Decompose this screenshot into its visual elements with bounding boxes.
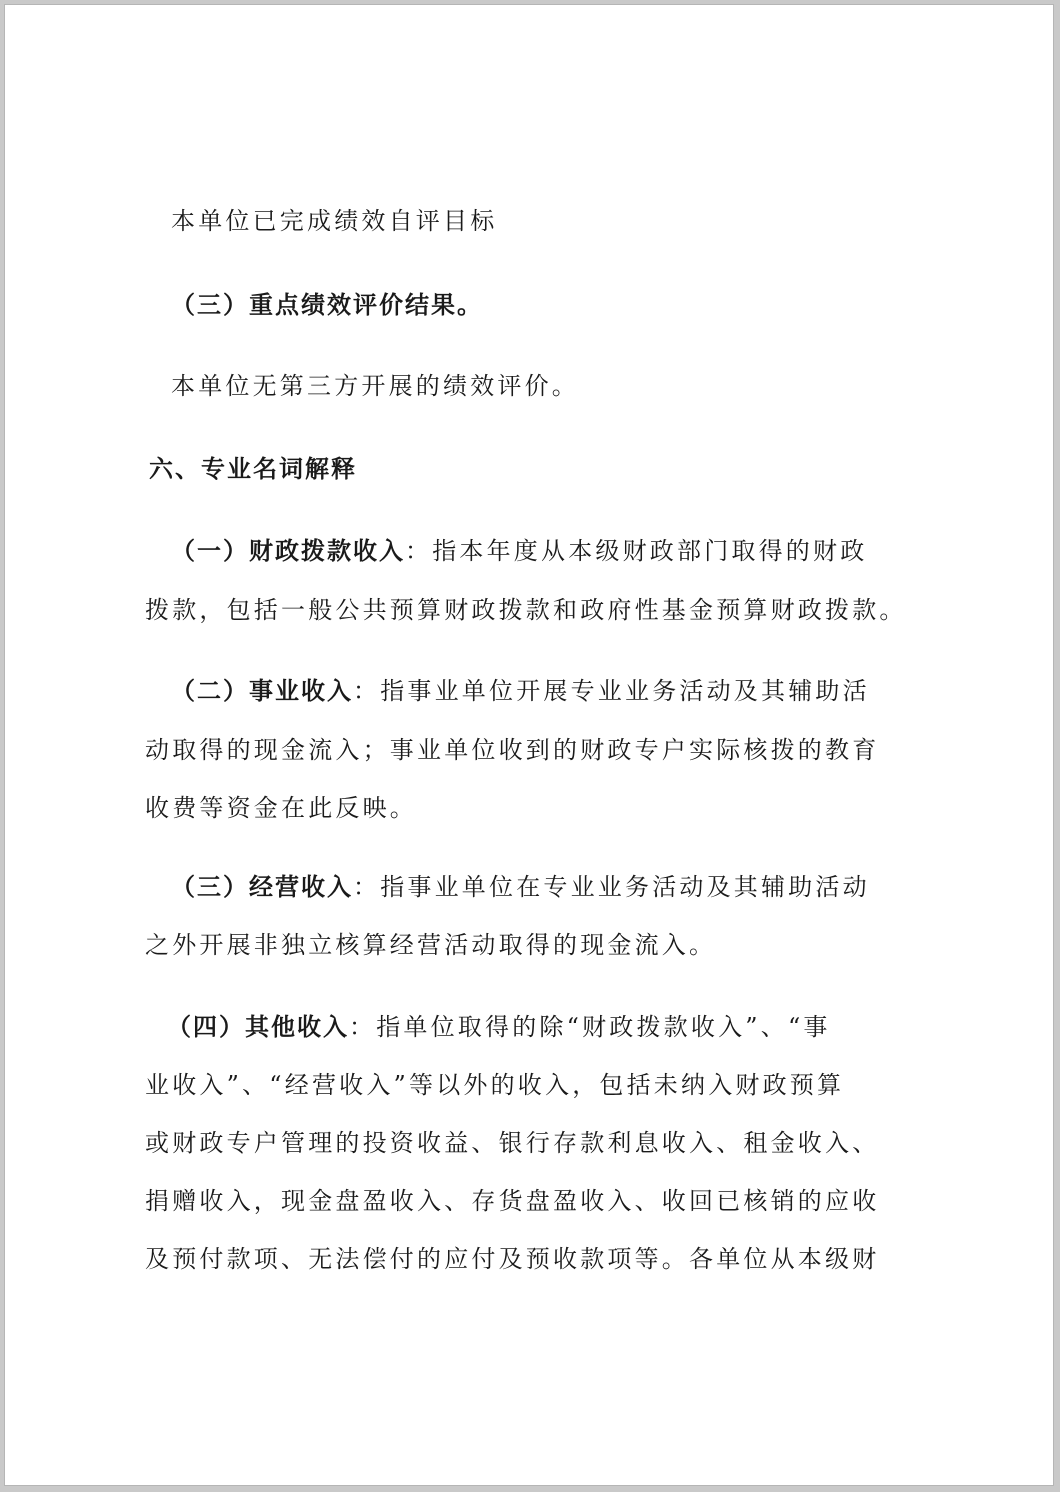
- term-fiscal-appropriation: （一）财政拨款收入: [171, 536, 405, 565]
- paragraph-self-evaluation: 本单位已完成绩效自评目标: [171, 207, 498, 235]
- definition-fiscal-appropriation: [171, 533, 867, 569]
- definition-other-income: [167, 1009, 831, 1045]
- definition-continuation: 拨款，包括一般公共预算财政拨款和政府性基金预算财政拨款。: [145, 596, 907, 624]
- definition-continuation: 收费等资金在此反映。: [145, 794, 417, 822]
- definition-text: ：指事业单位开展专业业务活动及其辅助活: [353, 677, 870, 705]
- term-other-income: （四）其他收入: [167, 1012, 349, 1041]
- definition-continuation: 之外开展非独立核算经营活动取得的现金流入。: [145, 931, 717, 959]
- paragraph-third-party: 本单位无第三方开展的绩效评价。: [171, 372, 579, 400]
- definition-continuation: 或财政专户管理的投资收益、银行存款利息收入、租金收入、: [145, 1129, 880, 1157]
- definition-continuation: 动取得的现金流入；事业单位收到的财政专户实际核拨的教育: [145, 736, 880, 764]
- definition-business-income: [171, 673, 870, 709]
- subheading-key-evaluation: （三）重点绩效评价结果。: [171, 290, 483, 319]
- definition-text: ：指本年度从本级财政部门取得的财政: [405, 537, 868, 565]
- definition-continuation: 业收入”、“经营收入”等以外的收入，包括未纳入财政预算: [145, 1071, 845, 1099]
- definition-continuation: 及预付款项、无法偿付的应付及预收款项等。各单位从本级财: [145, 1245, 880, 1273]
- definition-text: ：指单位取得的除“财政拨款收入”、“事: [349, 1013, 831, 1041]
- term-business-income: （二）事业收入: [171, 676, 353, 705]
- term-operating-income: （三）经营收入: [171, 872, 353, 901]
- definition-operating-income: [171, 869, 870, 905]
- document-page: [4, 4, 1054, 1486]
- section-heading-glossary: 六、专业名词解释: [149, 455, 357, 483]
- definition-continuation: 捐赠收入，现金盘盈收入、存货盘盈收入、收回已核销的应收: [145, 1187, 880, 1215]
- definition-text: ：指事业单位在专业业务活动及其辅助活动: [353, 873, 870, 901]
